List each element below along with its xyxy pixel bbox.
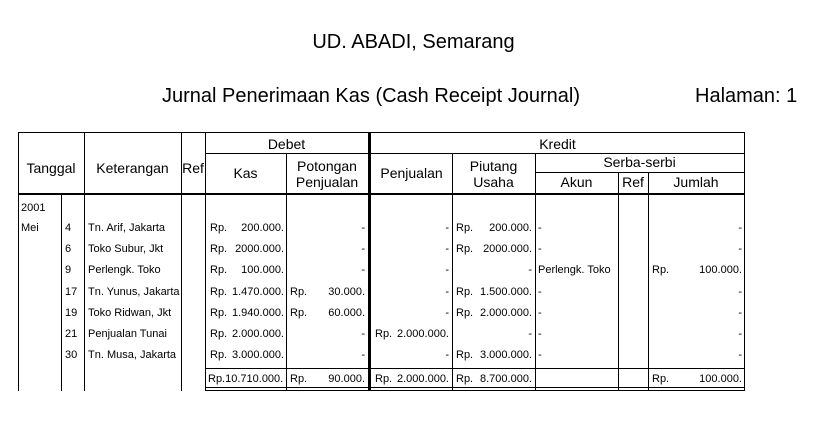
header-kas: Kas xyxy=(233,165,258,181)
header-serba-serbi: Serba-serbi xyxy=(603,154,676,170)
row-potongan-rp: Rp. xyxy=(290,286,308,298)
total-piutang: 8.700.000. xyxy=(480,373,532,385)
row-kas-rp: Rp. xyxy=(210,349,228,361)
row-jumlah: - xyxy=(738,328,742,340)
table-right-border xyxy=(744,132,745,391)
row-akun: - xyxy=(538,307,542,319)
row-day: 19 xyxy=(65,307,78,319)
row-potongan: - xyxy=(361,328,365,340)
header-potongan-penjualan: Penjualan xyxy=(295,174,359,190)
row-keterangan: Toko Subur, Jkt xyxy=(88,243,164,255)
row-keterangan: Tn. Yunus, Jakarta xyxy=(88,286,180,298)
row-kas: 1.470.000. xyxy=(232,286,284,298)
row-day: 30 xyxy=(65,349,78,361)
total-potongan: 90.000. xyxy=(328,373,365,385)
date-divider xyxy=(61,193,62,391)
row-day: 4 xyxy=(65,222,72,234)
row-akun: - xyxy=(538,349,542,361)
header-piutang: Piutang xyxy=(469,158,518,174)
row-kas-rp: Rp. xyxy=(210,264,228,276)
row-jumlah: 100.000. xyxy=(699,264,742,276)
row-kas-rp: Rp. xyxy=(210,307,228,319)
row-penjualan: 2.000.000. xyxy=(397,328,449,340)
row-kas-rp: Rp. xyxy=(210,222,228,234)
row-penjualan: - xyxy=(445,243,449,255)
row-potongan: 60.000. xyxy=(328,307,365,319)
row-piutang: 1.500.000. xyxy=(480,286,532,298)
journal-title: Jurnal Penerimaan Kas (Cash Receipt Journal) xyxy=(162,85,580,107)
row-penjualan-rp: Rp. xyxy=(375,328,393,340)
header-penjualan: Penjualan xyxy=(380,165,443,181)
row-piutang: - xyxy=(528,328,532,340)
header-akun: Akun xyxy=(560,174,593,190)
row-kas: 200.000. xyxy=(241,222,284,234)
row-keterangan: Perlengk. Toko xyxy=(88,264,161,276)
total-penjualan: 2.000.000. xyxy=(397,373,449,385)
row-penjualan: - xyxy=(445,222,449,234)
row-akun: - xyxy=(538,222,542,234)
row-piutang: 3.000.000. xyxy=(480,349,532,361)
row-kas: 1.940.000. xyxy=(232,307,284,319)
row-piutang: 2000.000. xyxy=(483,243,532,255)
row-penjualan: - xyxy=(445,349,449,361)
row-penjualan: - xyxy=(445,307,449,319)
header-bottom-border xyxy=(18,193,745,195)
row-akun: - xyxy=(538,328,542,340)
row-piutang-rp: Rp. xyxy=(456,222,474,234)
row-potongan: - xyxy=(361,264,365,276)
row-jumlah-rp: Rp. xyxy=(652,264,670,276)
row-potongan: 30.000. xyxy=(328,286,365,298)
row-penjualan: - xyxy=(445,264,449,276)
header-piutang-usaha: Usaha xyxy=(473,174,514,190)
row-kas-rp: Rp. xyxy=(210,328,228,340)
row-jumlah: - xyxy=(738,286,742,298)
row-jumlah: - xyxy=(738,307,742,319)
col-divider xyxy=(618,172,619,391)
row-day: 17 xyxy=(65,286,78,298)
total-jumlah: 100.000. xyxy=(699,373,742,385)
total-penjualan-rp: Rp. xyxy=(375,373,393,385)
header-ref-serba: Ref xyxy=(622,174,644,190)
header-kredit: Kredit xyxy=(539,136,576,152)
row-kas-rp: Rp. xyxy=(210,243,228,255)
total-piutang-rp: Rp. xyxy=(456,373,474,385)
row-kas-rp: Rp. xyxy=(210,286,228,298)
company-name: UD. ABADI, Semarang xyxy=(312,31,515,53)
row-keterangan: Penjualan Tunai xyxy=(88,328,167,340)
row-keterangan: Tn. Arif, Jakarta xyxy=(88,222,166,234)
row-piutang-rp: Rp. xyxy=(456,307,474,319)
row-piutang: 2.000.000. xyxy=(480,307,532,319)
row-akun: Perlengk. Toko xyxy=(538,264,611,276)
row-kas: 100.000. xyxy=(241,264,284,276)
row-kas: 2.000.000. xyxy=(232,328,284,340)
row-keterangan: Tn. Musa, Jakarta xyxy=(88,349,177,361)
row-day: 6 xyxy=(65,243,72,255)
header-jumlah: Jumlah xyxy=(673,174,719,190)
page-number: Halaman: 1 xyxy=(695,85,798,107)
row-potongan-rp: Rp. xyxy=(290,307,308,319)
table-top-border xyxy=(18,132,745,133)
serba-header-rule xyxy=(535,172,745,173)
row-akun: - xyxy=(538,243,542,255)
total-potongan-rp: Rp. xyxy=(290,373,308,385)
year-label: 2001 xyxy=(21,202,46,214)
row-kas: 2000.000. xyxy=(235,243,284,255)
header-ref: Ref xyxy=(182,160,204,176)
row-month: Mei xyxy=(21,222,39,234)
header-debet: Debet xyxy=(267,136,306,152)
row-potongan: - xyxy=(361,349,365,361)
row-piutang: 200.000. xyxy=(489,222,532,234)
row-jumlah: - xyxy=(738,243,742,255)
row-piutang: - xyxy=(528,264,532,276)
row-jumlah: - xyxy=(738,349,742,361)
header-tanggal: Tanggal xyxy=(26,160,76,176)
header-keterangan: Keterangan xyxy=(96,160,169,176)
row-potongan: - xyxy=(361,222,365,234)
header-potongan: Potongan xyxy=(297,158,357,174)
col-divider xyxy=(648,172,649,391)
row-piutang-rp: Rp. xyxy=(456,243,474,255)
row-piutang-rp: Rp. xyxy=(456,286,474,298)
row-penjualan: - xyxy=(445,286,449,298)
row-day: 9 xyxy=(65,264,72,276)
row-piutang-rp: Rp. xyxy=(456,349,474,361)
row-akun: - xyxy=(538,286,542,298)
row-keterangan: Toko Ridwan, Jkt xyxy=(88,307,172,319)
row-potongan: - xyxy=(361,243,365,255)
total-kas: Rp.10.710.000. xyxy=(208,373,284,385)
row-kas: 3.000.000. xyxy=(232,349,284,361)
row-day: 21 xyxy=(65,328,78,340)
row-jumlah: - xyxy=(738,222,742,234)
total-jumlah-rp: Rp. xyxy=(652,373,670,385)
